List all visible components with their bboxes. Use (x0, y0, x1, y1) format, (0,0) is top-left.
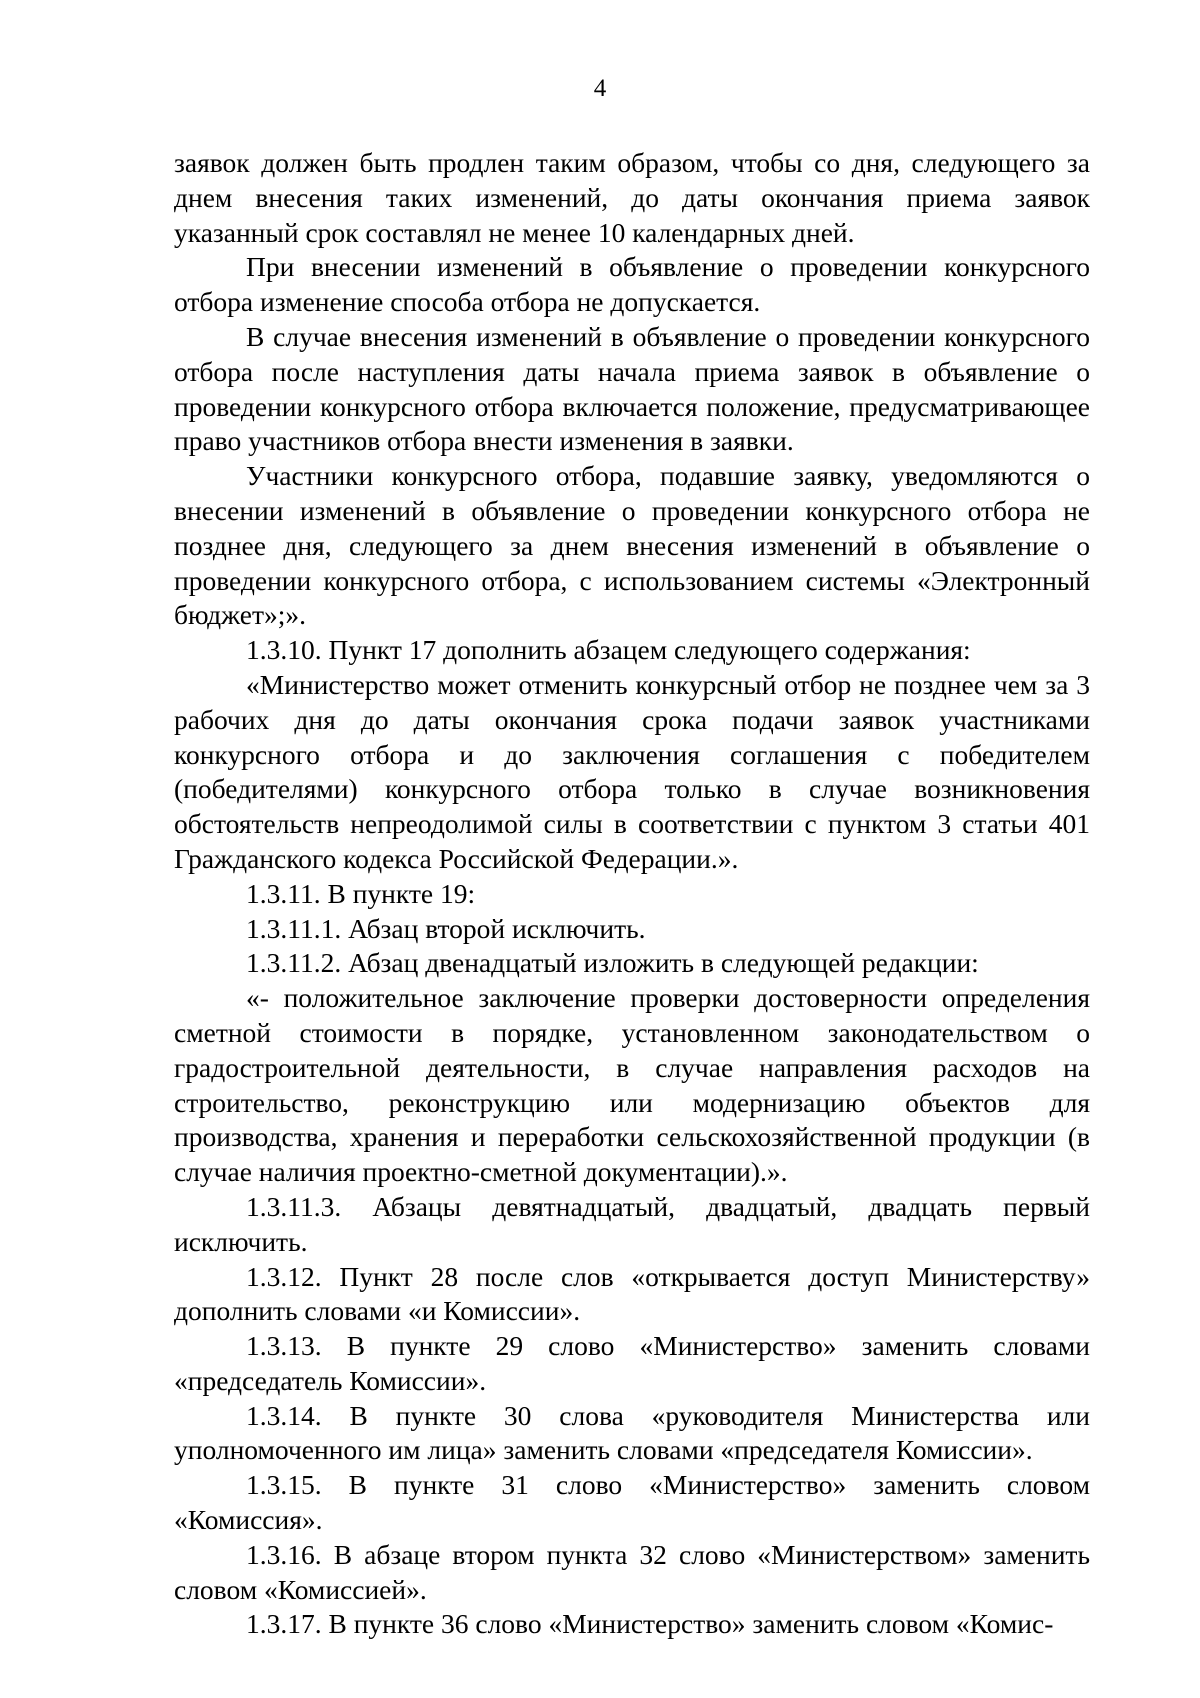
paragraph-item-1-3-11: 1.3.11. В пункте 19: (246, 877, 476, 909)
paragraph-item-1-3-16: 1.3.16. В абзаце втором пункта 32 слово «Министерством» заменить словом «Комиссией». (174, 1538, 1090, 1605)
paragraph-item-1-3-11-3: 1.3.11.3. Абзацы девятнадцатый, двадцатый, двадцать первый исключить. (174, 1190, 1090, 1257)
paragraph-item-1-3-13: 1.3.13. В пункте 29 слово «Министерство» заменить словами «председатель Комиссии». (174, 1330, 1090, 1396)
paragraph-quote: «- положительное заключение проверки достоверности определения сметной стоимости в порядке, установленном законодательством о градостроительной деятельности, в случае направления расходов на строительство, реконструкцию или модернизацию объектов для производства, хранения и переработки сельскохозяйственной продукции (в случае наличия проектно-сметной документации).». (174, 982, 1090, 1188)
paragraph-item-1-3-17: 1.3.17. В пункте 36 слово «Министерство» заменить словом «Комис- (246, 1608, 1054, 1640)
paragraph-continuation: заявок должен быть продлен таким образом, чтобы со дня, следующего за днем внесения таких изменений, до даты окончания приема заявок указанный срок составлял не менее 10 календарных дней. (174, 147, 1090, 248)
paragraph-item-1-3-11-2: 1.3.11.2. Абзац двенадцатый изложить в следующей редакции: (246, 947, 979, 979)
paragraph: При внесении изменений в объявление о проведении конкурсного отбора изменение способа отбора не допускается. (174, 251, 1090, 318)
document-body (174, 146, 1090, 1642)
paragraph-item-1-3-12: 1.3.12. Пункт 28 после слов «открывается доступ Министерству» дополнить словами «и Комиссии». (174, 1260, 1090, 1327)
paragraph: В случае внесения изменений в объявление о проведении конкурсного отбора после наступления даты начала приема заявок в объявление о проведении конкурсного отбора включается положение, предусматривающее право участников отбора внести изменения в заявки. (174, 320, 1090, 457)
page-number: 4 (593, 75, 607, 102)
paragraph: Участники конкурсного отбора, подавшие заявку, уведомляются о внесении изменений в объявление о проведении конкурсного отбора не позднее дня, следующего за днем внесения изменений в объявление о проведении конкурсного отбора, с использованием системы «Электронный бюджет»;». (174, 460, 1090, 631)
paragraph-item-1-3-10: 1.3.10. Пункт 17 дополнить абзацем следующего содержания: (246, 634, 971, 666)
paragraph-item-1-3-14: 1.3.14. В пункте 30 слова «руководителя Министерства или уполномоченного им лица» заменить словами «председателя Комиссии». (174, 1399, 1090, 1466)
paragraph-item-1-3-15: 1.3.15. В пункте 31 слово «Министерство» заменить словом «Комиссия». (174, 1469, 1090, 1536)
paragraph-item-1-3-11-1: 1.3.11.1. Абзац второй исключить. (246, 912, 646, 944)
paragraph-quote: «Министерство может отменить конкурсный отбор не позднее чем за 3 рабочих дня до даты окончания срока подачи заявок участниками конкурсного отбора и до заключения соглашения с победителем (победителями) конкурсного отбора только в случае возникновения обстоятельств непреодолимой силы в соответствии с пунктом 3 статьи 401 Гражданского кодекса Российской Федерации.». (174, 668, 1090, 874)
